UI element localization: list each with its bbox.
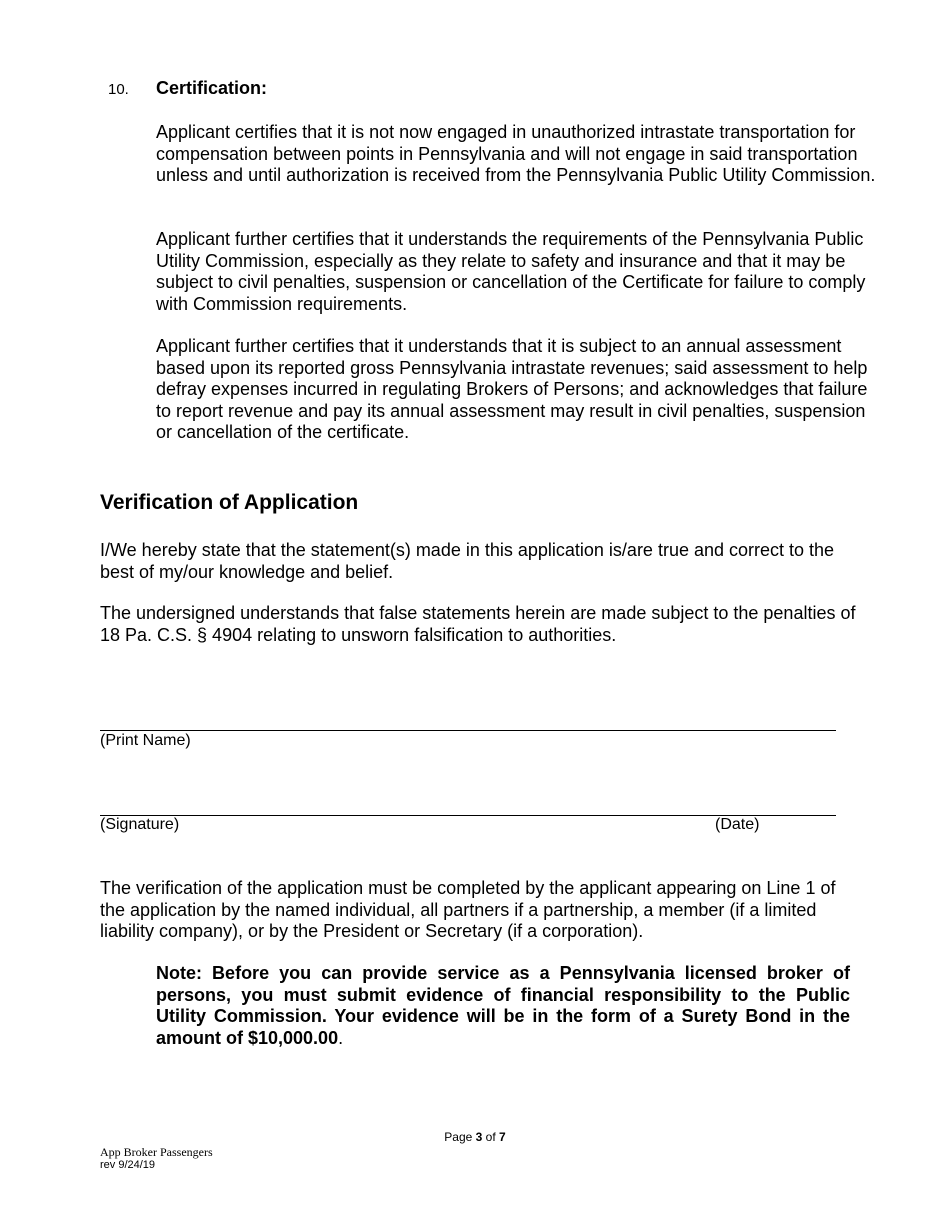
verification-statement: I/We hereby state that the statement(s) made in this application is/are true and correct to the best of my/our knowledge and belief. — [100, 540, 835, 582]
verification-penalty: The undersigned understands that false statements herein are made subject to the penalties of 18 Pa. C.S. § 4904 relating to unsworn falsification to authorities. — [100, 603, 856, 645]
section-title: Certification: — [156, 78, 268, 98]
certification-paragraph-3: Applicant further certifies that it understands that it is subject to an annual assessment based upon its reported gross Pennsylvania intrastate revenues; said assessment to help defray expenses incurred in regulating Brokers of Persons; and acknowledges that failure to report revenue and pay its annual assessment may result in civil penalties, suspension or cancellation of the certificate. — [156, 336, 868, 442]
date-label: (Date) — [715, 816, 760, 833]
page-of: of — [485, 1130, 496, 1144]
certification-paragraph-1: Applicant certifies that it is not now engaged in unauthorized intrastate transportation for compensation between points in Pennsylvania and will not engage in said transportation unless and until authorization is received from the Pennsylvania Public Utility Commission. — [156, 122, 876, 185]
revision-date: rev 9/24/19 — [100, 1159, 156, 1171]
note-tail: . — [338, 1027, 344, 1048]
surety-bond-note — [156, 963, 850, 1049]
print-name-label: (Print Name) — [100, 732, 191, 749]
verification-instructions: The verification of the application must be completed by the applicant appearing on Line 1 of the application by the named individual, all partners if a partnership, a member (if a limited liability company), or by the President or Secretary (if a corporation). — [100, 878, 836, 941]
page-total: 7 — [499, 1130, 506, 1144]
page-current: 3 — [475, 1130, 483, 1144]
page-prefix: Page — [444, 1130, 473, 1144]
section-number: 10. — [108, 81, 129, 98]
note-text: Note: Before you can provide service as a Pennsylvania licensed broker of persons, you must submit evidence of financial responsibility to the Public Utility Commission. Your evidence will be in the form of a Surety Bond in the amount of $10,000.00 — [156, 963, 850, 1048]
page-number — [0, 1130, 950, 1144]
signature-label: (Signature) — [100, 816, 180, 833]
certification-paragraph-2: Applicant further certifies that it understands the requirements of the Pennsylvania Public Utility Commission, especially as they relate to safety and insurance and that it may be subject to civil penalties, suspension or cancellation of the Certificate for failure to comply with Commission requirements. — [156, 229, 866, 314]
print-name-line[interactable] — [100, 730, 836, 731]
verification-heading: Verification of Application — [100, 491, 359, 514]
form-name: App Broker Passengers — [100, 1145, 213, 1159]
